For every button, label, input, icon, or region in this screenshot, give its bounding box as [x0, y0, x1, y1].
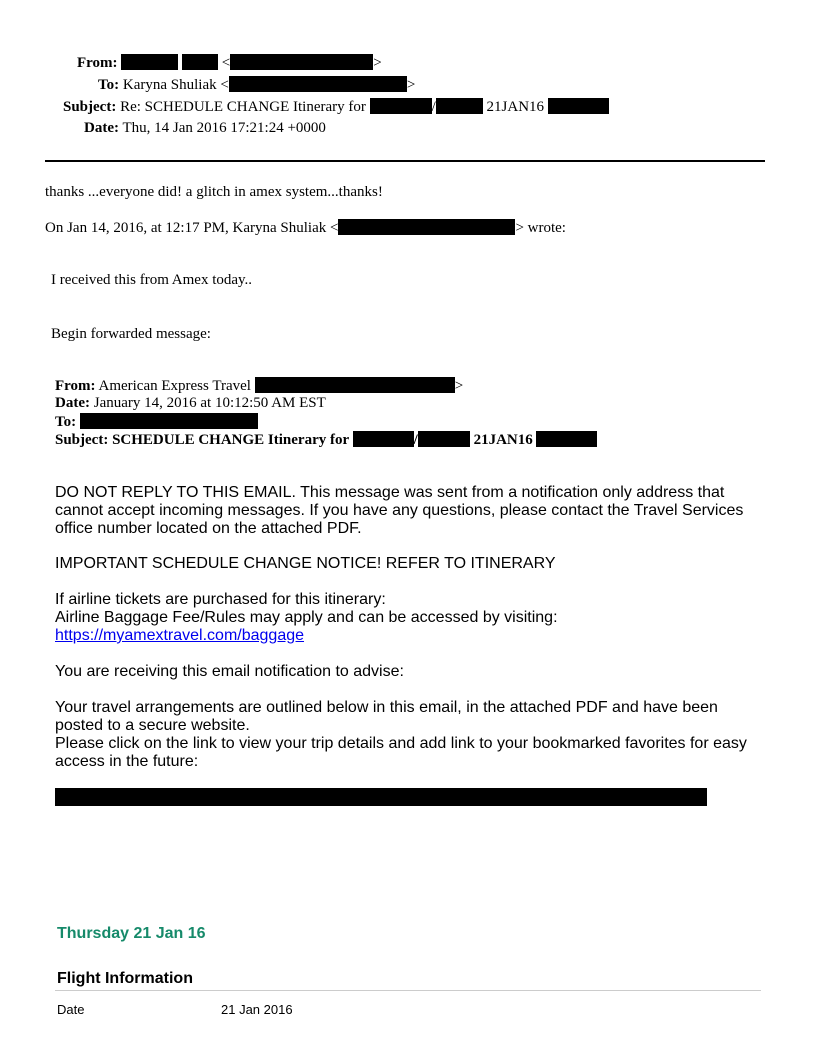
subject-label: Subject: [63, 99, 117, 115]
to-line: To: Karyna Shuliak < > [98, 77, 416, 93]
itinerary-day: Thursday 21 Jan 16 [57, 925, 206, 942]
notice-p3 [55, 591, 558, 645]
subject-text: Re: SCHEDULE CHANGE Itinerary for [120, 99, 366, 115]
redaction [182, 54, 218, 70]
subject-date: 21JAN16 [486, 99, 545, 115]
redaction [436, 98, 483, 114]
redaction [418, 431, 470, 447]
notice-p1 [55, 484, 743, 538]
reply-text: thanks ...everyone did! a glitch in amex system...thanks! [45, 184, 383, 200]
text-line: posted to a secure website. [55, 717, 250, 734]
redaction [121, 54, 178, 70]
section-divider [55, 990, 761, 991]
begin-forwarded: Begin forwarded message: [51, 326, 211, 342]
fwd-subject: Subject: SCHEDULE CHANGE Itinerary for / 21JAN16 [55, 431, 597, 449]
date-label: Date [57, 1002, 85, 1017]
fwd-from-value: American Express Travel [98, 378, 251, 394]
fwd-date [55, 395, 326, 412]
redaction [353, 431, 414, 447]
date-value: 21 Jan 2016 [221, 1002, 293, 1017]
date-label: Date: [84, 120, 119, 136]
divider [45, 160, 765, 162]
redaction [370, 98, 432, 114]
fwd-from-label: From: [55, 378, 96, 394]
redaction [230, 54, 373, 70]
redaction [548, 98, 609, 114]
fwd-subject-date: 21JAN16 [473, 432, 533, 448]
redacted-trip-link [55, 788, 707, 806]
baggage-link[interactable]: https://myamextravel.com/baggage [55, 627, 305, 644]
fwd-date-value: January 14, 2016 at 10:12:50 AM EST [93, 395, 326, 411]
quote-intro-text: On Jan 14, 2016, at 12:17 PM, Karyna Shuliak < [45, 220, 339, 236]
redaction [536, 431, 597, 447]
text-line: Airline Baggage Fee/Rules may apply and can be accessed by visiting: [55, 609, 558, 626]
quote-wrote: > wrote: [515, 220, 566, 236]
text-line: If airline tickets are purchased for this itinerary: [55, 591, 386, 608]
redaction [338, 219, 515, 235]
from-label: From: [77, 55, 118, 71]
redaction [255, 377, 455, 393]
fwd-from: From: American Express Travel > [55, 378, 464, 394]
fwd-date-label: Date: [55, 395, 90, 411]
notice-p2: IMPORTANT SCHEDULE CHANGE NOTICE! REFER TO ITINERARY [55, 555, 556, 572]
text-line: office number located on the attached PDF. [55, 520, 362, 537]
text-line: Please click on the link to view your trip details and add link to your bookmarked favorites for easy [55, 735, 747, 752]
fwd-to [55, 413, 258, 431]
received-text: I received this from Amex today.. [51, 272, 253, 288]
text-line: cannot accept incoming messages. If you have any questions, please contact the Travel Services [55, 502, 744, 519]
section-title: Flight Information [57, 970, 193, 987]
from-line: From: < > [77, 55, 382, 71]
to-name: Karyna Shuliak < [122, 77, 229, 93]
fwd-subject-text: Subject: SCHEDULE CHANGE Itinerary for [55, 432, 349, 448]
date-line [84, 120, 326, 137]
fwd-to-label: To: [55, 414, 77, 430]
notice-p4: You are receiving this email notification to advise: [55, 663, 404, 680]
date-value: Thu, 14 Jan 2016 17:21:24 +0000 [122, 120, 326, 136]
redaction [229, 76, 407, 92]
quote-intro [45, 219, 566, 237]
to-label: To: [98, 77, 120, 93]
text-line: DO NOT REPLY TO THIS EMAIL. This message was sent from a notification only address that [55, 484, 725, 501]
text-line: access in the future: [55, 753, 199, 770]
notice-p5 [55, 699, 747, 771]
text-line: Your travel arrangements are outlined below in this email, in the attached PDF and have been [55, 699, 718, 716]
redaction [80, 413, 258, 429]
subject-line: Subject: Re: SCHEDULE CHANGE Itinerary for / 21JAN16 [63, 98, 609, 116]
